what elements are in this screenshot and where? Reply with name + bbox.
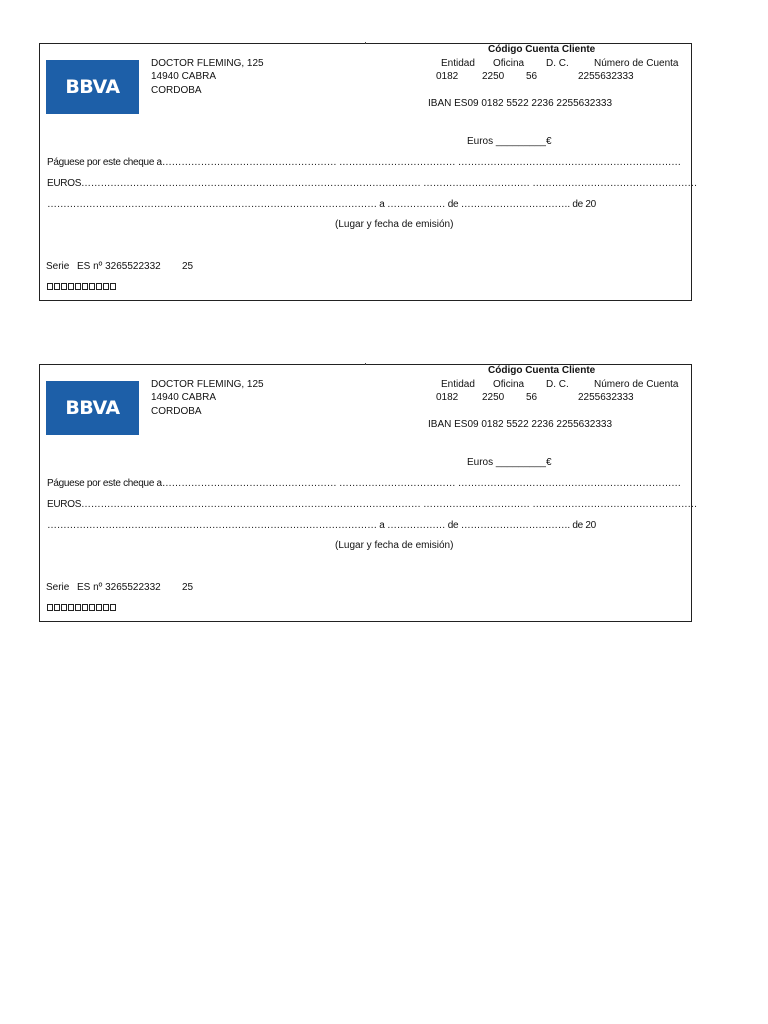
address-line-1: DOCTOR FLEMING, 125: [151, 58, 264, 69]
value-entidad: 0182: [436, 392, 459, 403]
barcode-box: [61, 604, 67, 611]
barcode-box: [89, 604, 95, 611]
logo-text: BBVA: [65, 397, 120, 419]
header-numero-cuenta: Número de Cuenta: [594, 58, 679, 69]
barcode-box: [68, 604, 74, 611]
value-oficina: 2250: [482, 71, 505, 82]
header-oficina: Oficina: [493, 58, 525, 69]
value-entidad: 0182: [436, 71, 459, 82]
place-date-line: ………………………………………………………………………………………… a ……………… de ……………………………. de 20: [47, 520, 596, 531]
ccc-title: Código Cuenta Cliente: [488, 44, 596, 55]
bbva-logo: [46, 381, 139, 435]
header-dc: D. C.: [546, 379, 569, 390]
place-date-caption: (Lugar y fecha de emisión): [335, 219, 454, 230]
cheque-1: [39, 43, 698, 301]
euros-amount-field: Euros _________€: [467, 136, 552, 147]
bbva-logo: [46, 60, 139, 114]
serie-number: ES nº 3265522332: [77, 582, 161, 593]
serie-number: ES nº 3265522332: [77, 261, 161, 272]
header-numero-cuenta: Número de Cuenta: [594, 379, 679, 390]
barcode-box: [68, 283, 74, 290]
barcode-box: [110, 604, 116, 611]
micr-barcode: [47, 283, 116, 290]
place-date-line: ………………………………………………………………………………………… a ……………… de ……………………………. de 20: [47, 199, 596, 210]
address-line-2: 14940 CABRA: [151, 392, 217, 403]
value-oficina: 2250: [482, 392, 505, 403]
header-oficina: Oficina: [493, 379, 525, 390]
euros-amount-field: Euros _________€: [467, 457, 552, 468]
barcode-box: [54, 604, 60, 611]
barcode-box: [96, 604, 102, 611]
top-mark: [365, 363, 366, 365]
value-dc: 56: [526, 71, 538, 82]
place-date-caption: (Lugar y fecha de emisión): [335, 540, 454, 551]
top-mark: [365, 42, 366, 44]
iban: IBAN ES09 0182 5522 2236 2255632333: [428, 98, 613, 109]
barcode-box: [110, 283, 116, 290]
barcode-box: [96, 283, 102, 290]
barcode-box: [47, 283, 53, 290]
barcode-box: [61, 283, 67, 290]
serie-suffix: 25: [182, 582, 194, 593]
header-entidad: Entidad: [441, 58, 475, 69]
logo-text: BBVA: [65, 76, 120, 98]
header-entidad: Entidad: [441, 379, 475, 390]
address-line-3: CORDOBA: [151, 406, 202, 417]
euros-words-line: EUROS…………………………………………………………………………………………… …………………………… ……………………………………………: [47, 178, 698, 189]
serie-label: Serie: [46, 582, 70, 593]
address-line-2: 14940 CABRA: [151, 71, 217, 82]
address-line-3: CORDOBA: [151, 85, 202, 96]
cheque-2: [39, 364, 698, 622]
value-numero-cuenta: 2255632333: [578, 71, 634, 82]
serie-suffix: 25: [182, 261, 194, 272]
barcode-box: [103, 604, 109, 611]
value-numero-cuenta: 2255632333: [578, 392, 634, 403]
value-dc: 56: [526, 392, 538, 403]
micr-barcode: [47, 604, 116, 611]
euros-words-line: EUROS…………………………………………………………………………………………… …………………………… ……………………………………………: [47, 499, 698, 510]
barcode-box: [75, 283, 81, 290]
barcode-box: [47, 604, 53, 611]
barcode-box: [82, 604, 88, 611]
paguese-line: Páguese por este cheque a……………………………………………… ……………………………… ……………………………………………………………: [47, 157, 681, 168]
barcode-box: [103, 283, 109, 290]
serie-label: Serie: [46, 261, 70, 272]
barcode-box: [75, 604, 81, 611]
paguese-line: Páguese por este cheque a……………………………………………… ……………………………… ……………………………………………………………: [47, 478, 681, 489]
barcode-box: [89, 283, 95, 290]
ccc-title: Código Cuenta Cliente: [488, 365, 596, 376]
address-line-1: DOCTOR FLEMING, 125: [151, 379, 264, 390]
barcode-box: [82, 283, 88, 290]
barcode-box: [54, 283, 60, 290]
header-dc: D. C.: [546, 58, 569, 69]
iban: IBAN ES09 0182 5522 2236 2255632333: [428, 419, 613, 430]
